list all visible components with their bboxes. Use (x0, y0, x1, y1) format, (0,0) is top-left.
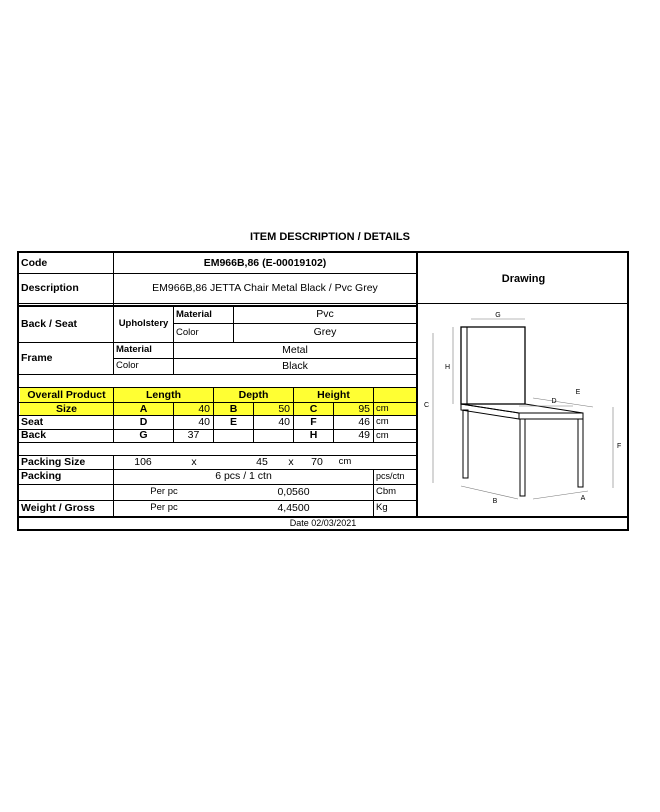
frame-material-label: Material (116, 344, 152, 356)
packing-width: 45 (256, 455, 268, 468)
frame-color-label: Color (116, 360, 139, 372)
volume-row-blank (19, 484, 113, 500)
dim-letter-e: E (575, 389, 581, 396)
packing-size-label: Packing Size (21, 455, 86, 468)
packing-unit: cm (338, 456, 352, 468)
dim-letter-g: G (495, 312, 501, 319)
packing-value: 6 pcs / 1 ctn (215, 470, 272, 483)
code-label: Code (21, 256, 48, 269)
upholstery-color-label: Color (176, 326, 199, 338)
height-header: Height (294, 388, 373, 402)
frame-color-value: Black (282, 359, 308, 372)
description-value: EM966B,86 JETTA Chair Metal Black / Pvc Grey (152, 282, 378, 295)
frame-label: Frame (21, 351, 53, 364)
back-seat-label: Back / Seat (21, 317, 78, 330)
overall-unit: cm (374, 403, 416, 415)
dim-h-letter: H (309, 429, 318, 442)
chair-drawing (423, 303, 623, 518)
code-value: EM966B,86 (E-00019102) (203, 256, 327, 269)
dim-e-value: 40 (278, 415, 290, 428)
dim-c-letter: C (294, 403, 333, 415)
dim-letter-f: F (617, 443, 622, 450)
description-label: Description (21, 282, 79, 295)
seat-unit: cm (376, 416, 389, 428)
back-unit: cm (376, 429, 389, 441)
dim-a-value: 40 (174, 403, 213, 415)
upholstery-material-value: Pvc (316, 308, 334, 321)
drawing-label: Drawing (501, 273, 546, 285)
dim-letter-a: A (580, 495, 586, 502)
size-label: Size (20, 403, 113, 415)
weight-value: 4,4500 (277, 501, 310, 514)
dim-letter-h: H (444, 364, 450, 371)
dim-letter-c: C (423, 402, 429, 409)
weight-label: Weight / Gross (21, 501, 95, 514)
dim-d-value: 40 (198, 415, 210, 428)
depth-header: Depth (214, 388, 293, 402)
dim-letter-d: D (551, 398, 557, 405)
dim-letter-b: B (492, 498, 498, 505)
document-title: ITEM DESCRIPTION / DETAILS (250, 231, 410, 243)
dim-f-value: 46 (358, 415, 370, 428)
header-unit-blank (374, 388, 416, 402)
dim-h-value: 49 (358, 429, 370, 442)
packing-length: 106 (134, 455, 152, 468)
packing-x2: x (288, 455, 294, 468)
dim-e-letter: E (229, 415, 237, 428)
length-header: Length (114, 388, 213, 402)
back-label: Back (21, 429, 47, 442)
seat-label: Seat (21, 415, 44, 428)
volume-unit: Cbm (376, 486, 397, 498)
volume-per-pc: Per pc (150, 486, 178, 498)
weight-unit: Kg (376, 502, 388, 514)
packing-x1: x (191, 455, 197, 468)
dim-b-letter: B (214, 403, 253, 415)
upholstery-label: Upholstery (118, 318, 169, 330)
upholstery-material-label: Material (176, 308, 212, 320)
dim-d-letter: D (139, 415, 148, 428)
dim-f-letter: F (310, 415, 317, 428)
packing-label: Packing (21, 470, 62, 483)
dim-b-value: 50 (254, 403, 293, 415)
packing-height: 70 (311, 455, 323, 468)
dim-a-letter: A (114, 403, 173, 415)
weight-per-pc: Per pc (150, 502, 178, 514)
frame-material-value: Metal (282, 343, 308, 356)
packing-unit-pcs: pcs/ctn (376, 471, 405, 481)
volume-value: 0,0560 (277, 485, 310, 498)
dim-g-letter: G (139, 429, 148, 442)
document-date: Date 02/03/2021 (289, 518, 357, 528)
dim-c-value: 95 (334, 403, 373, 415)
spec-sheet (17, 251, 629, 531)
dim-g-value: 37 (187, 429, 200, 442)
overall-product-label: Overall Product (20, 388, 113, 402)
upholstery-color-value: Grey (313, 326, 337, 339)
